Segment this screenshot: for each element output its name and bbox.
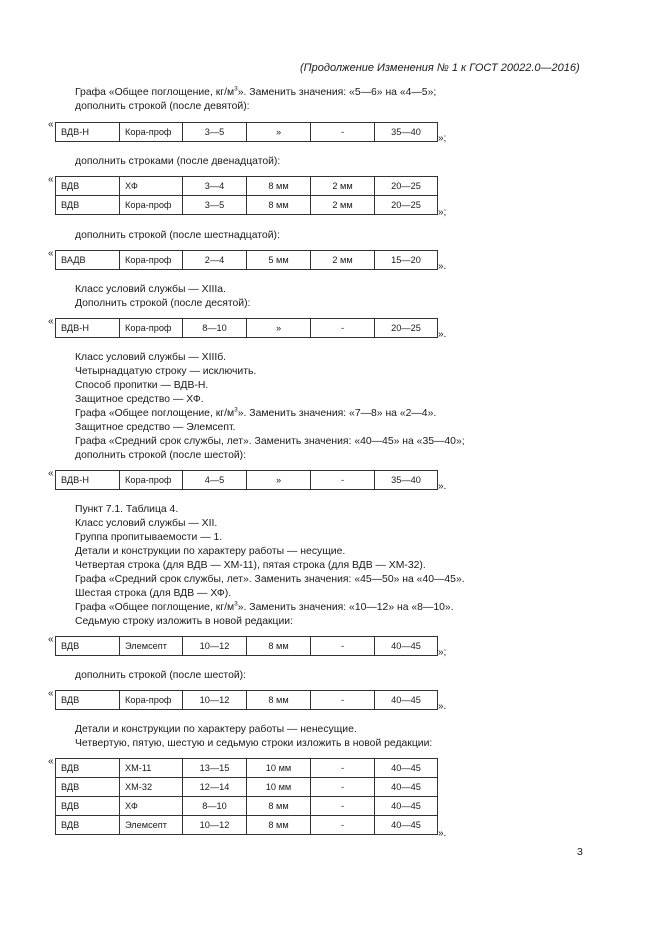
table-cell: 40—45: [375, 778, 438, 797]
close-quote: »;: [438, 647, 447, 658]
table-cell: -: [311, 797, 375, 816]
text-line: Пункт 7.1. Таблица 4.: [75, 504, 179, 515]
table-cell: ВДВ-Н: [56, 471, 120, 490]
table-cell: ВАДВ: [56, 251, 120, 270]
insert-table: [55, 470, 438, 490]
table-cell: 8 мм: [247, 637, 311, 656]
table-cell: »: [247, 471, 311, 490]
table-cell: 20—25: [375, 196, 438, 215]
table-cell: 3—5: [183, 196, 247, 215]
close-quote: »;: [438, 133, 447, 144]
table-cell: 2 мм: [311, 196, 375, 215]
table-cell: ВДВ: [56, 816, 120, 835]
text-line: дополнить строкой (после девятой):: [75, 101, 250, 112]
table-cell: »: [247, 123, 311, 142]
table-cell: 20—25: [375, 177, 438, 196]
table-cell: 40—45: [375, 691, 438, 710]
table-cell: 8 мм: [247, 177, 311, 196]
table-cell: ВДВ: [56, 778, 120, 797]
table-cell: 8 мм: [247, 196, 311, 215]
text-line: Шестая строка (для ВДВ — ХФ).: [75, 588, 232, 599]
table-cell: 10 мм: [247, 778, 311, 797]
text-line: Группа пропитываемости — 1.: [75, 532, 223, 543]
insert-table: [55, 690, 438, 710]
table-cell: Кора-проф: [120, 251, 183, 270]
table-cell: 10—12: [183, 637, 247, 656]
table-cell: -: [311, 691, 375, 710]
text-line: Четырнадцатую строку — исключить.: [75, 366, 257, 377]
table-cell: 4—5: [183, 471, 247, 490]
table-row: [56, 797, 438, 816]
table-row: [56, 251, 438, 270]
table-cell: -: [311, 123, 375, 142]
table-cell: 35—40: [375, 123, 438, 142]
table-cell: 40—45: [375, 759, 438, 778]
close-quote: ».: [438, 329, 447, 340]
text-line: дополнить строками (после двенадцатой):: [75, 156, 281, 167]
table-row: [56, 691, 438, 710]
table-cell: »: [247, 319, 311, 338]
text-line: Четвертую, пятую, шестую и седьмую строки изложить в новой редакции:: [75, 738, 433, 749]
table-cell: ВДВ: [56, 759, 120, 778]
table-cell: Кора-проф: [120, 196, 183, 215]
text-line: Класс условий службы — XIIIб.: [75, 352, 227, 363]
text-line: дополнить строкой (после шестой):: [75, 450, 246, 461]
table-cell: 10—12: [183, 691, 247, 710]
table-cell: ХФ: [120, 797, 183, 816]
open-quote: «: [48, 688, 54, 699]
open-quote: «: [48, 468, 54, 479]
table-row: [56, 637, 438, 656]
table-cell: 5 мм: [247, 251, 311, 270]
table-cell: ХФ: [120, 177, 183, 196]
table-cell: ВДВ: [56, 637, 120, 656]
table-cell: 8—10: [183, 319, 247, 338]
table-cell: 2 мм: [311, 251, 375, 270]
table-cell: ВДВ: [56, 797, 120, 816]
table-row: [56, 816, 438, 835]
table-cell: 8 мм: [247, 816, 311, 835]
table-cell: Кора-проф: [120, 123, 183, 142]
table-row: [56, 778, 438, 797]
open-quote: «: [48, 174, 54, 185]
text-line: дополнить строкой (после шестой):: [75, 670, 246, 681]
table-cell: ХМ-11: [120, 759, 183, 778]
table-cell: 10—12: [183, 816, 247, 835]
table-cell: -: [311, 759, 375, 778]
table-cell: 35—40: [375, 471, 438, 490]
text-line: Графа «Средний срок службы, лет». Заменить значения: «40—45» на «35—40»;: [75, 436, 465, 447]
text-line: Детали и конструкции по характеру работы — несущие.: [75, 546, 346, 557]
table-cell: 8 мм: [247, 691, 311, 710]
table-cell: 40—45: [375, 637, 438, 656]
text-line: Детали и конструкции по характеру работы — ненесущие.: [75, 724, 357, 735]
table-cell: Кора-проф: [120, 471, 183, 490]
text-line: Защитное средство — Элемсепт.: [75, 422, 236, 433]
table-cell: Кора-проф: [120, 319, 183, 338]
table-cell: ХМ-32: [120, 778, 183, 797]
text-line: Графа «Общее поглощение, $кг/м^3$». Заменить значения: «7—8» на «2—4».: [75, 406, 437, 419]
table-cell: 2—4: [183, 251, 247, 270]
table-cell: Элемсепт: [120, 637, 183, 656]
insert-table: [55, 176, 438, 215]
table-cell: -: [311, 816, 375, 835]
table-cell: 3—5: [183, 123, 247, 142]
text-line: Защитное средство — ХФ.: [75, 394, 204, 405]
table-cell: Элемсепт: [120, 816, 183, 835]
table-cell: 13—15: [183, 759, 247, 778]
table-cell: -: [311, 637, 375, 656]
text-line: Графа «Общее поглощение, $кг/м^3$». Заменить значения: «5—6» на «4—5»;: [75, 85, 437, 98]
text-line: Графа «Средний срок службы, лет». Заменить значения: «45—50» на «40—45».: [75, 574, 465, 585]
table-cell: ВДВ: [56, 196, 120, 215]
close-quote: ».: [438, 701, 447, 712]
table-row: [56, 319, 438, 338]
table-cell: -: [311, 471, 375, 490]
table-cell: 8—10: [183, 797, 247, 816]
table-cell: ВДВ-Н: [56, 123, 120, 142]
close-quote: »;: [438, 207, 447, 218]
table-cell: ВДВ-Н: [56, 319, 120, 338]
table-cell: 2 мм: [311, 177, 375, 196]
table-cell: 40—45: [375, 797, 438, 816]
table-row: [56, 177, 438, 196]
text-line: Графа «Общее поглощение, $кг/м^3$». Заменить значения: «10—12» на «8—10».: [75, 600, 454, 613]
insert-table: [55, 636, 438, 656]
text-line: Класс условий службы — XII.: [75, 518, 218, 529]
close-quote: ».: [438, 481, 447, 492]
text-line: Седьмую строку изложить в новой редакции:: [75, 616, 293, 627]
table-cell: 40—45: [375, 816, 438, 835]
table-cell: 15—20: [375, 251, 438, 270]
table-row: [56, 196, 438, 215]
text-line: Класс условий службы — XIIIa.: [75, 284, 226, 295]
insert-table: [55, 122, 438, 142]
open-quote: «: [48, 248, 54, 259]
table-row: [56, 759, 438, 778]
table-cell: 12—14: [183, 778, 247, 797]
text-line: Четвертая строка (для ВДВ — ХМ-11), пятая строка (для ВДВ — ХМ-32).: [75, 560, 426, 571]
table-row: [56, 471, 438, 490]
open-quote: «: [48, 756, 54, 767]
insert-table: [55, 758, 438, 835]
table-cell: 20—25: [375, 319, 438, 338]
table-cell: ВДВ: [56, 691, 120, 710]
table-cell: 3—4: [183, 177, 247, 196]
page-header: (Продолжение Изменения № 1 к ГОСТ 20022.0—2016): [300, 62, 580, 74]
table-cell: -: [311, 319, 375, 338]
open-quote: «: [48, 119, 54, 130]
text-line: Дополнить строкой (после десятой):: [75, 298, 251, 309]
open-quote: «: [48, 634, 54, 645]
close-quote: ».: [438, 828, 447, 839]
insert-table: [55, 318, 438, 338]
insert-table: [55, 250, 438, 270]
table-cell: -: [311, 778, 375, 797]
page-number: 3: [577, 846, 583, 858]
open-quote: «: [48, 316, 54, 327]
text-line: Способ пропитки — ВДВ-Н.: [75, 380, 209, 391]
table-cell: 10 мм: [247, 759, 311, 778]
table-cell: 8 мм: [247, 797, 311, 816]
text-line: дополнить строкой (после шестнадцатой):: [75, 230, 280, 241]
table-cell: Кора-проф: [120, 691, 183, 710]
table-cell: ВДВ: [56, 177, 120, 196]
table-row: [56, 123, 438, 142]
close-quote: ».: [438, 261, 447, 272]
